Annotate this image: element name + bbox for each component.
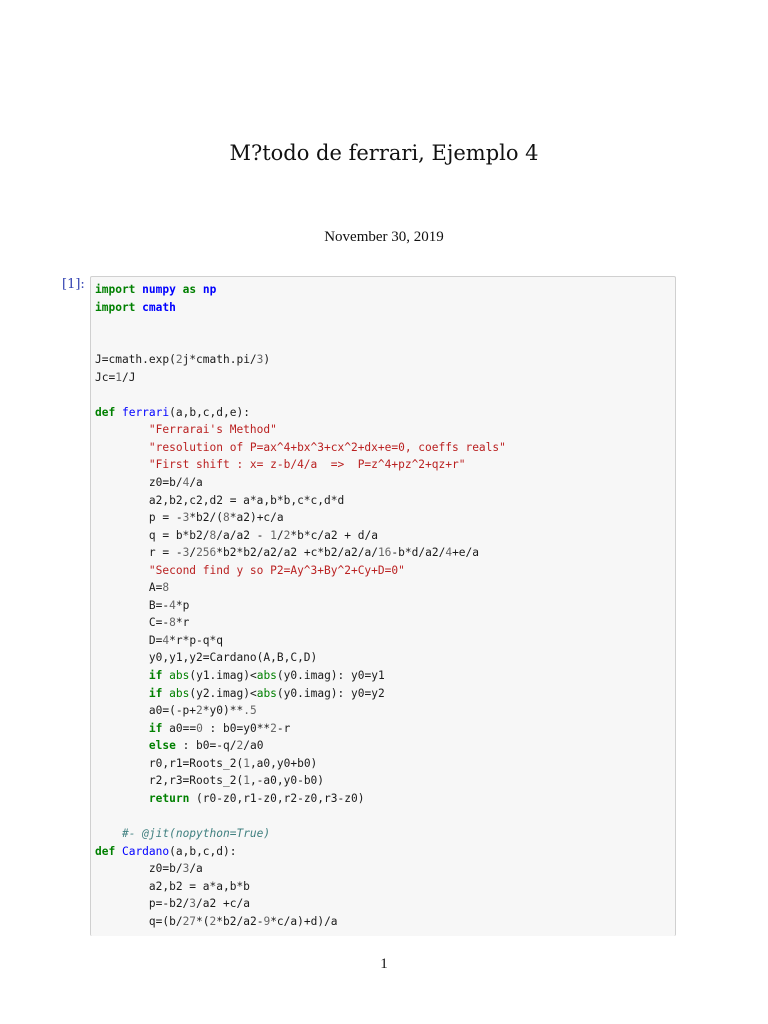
code-text: y0,y1,y2=Cardano(A,B,C,D) bbox=[95, 651, 318, 665]
code-line bbox=[95, 632, 506, 650]
code-module-name: np bbox=[202, 283, 217, 296]
document-title: M?todo de ferrari, Ejemplo 4 bbox=[229, 141, 539, 165]
code-text: (r0-z0,r1-z0,r2-z0,r3-z0) bbox=[189, 791, 365, 805]
code-text: (y1.imag)< bbox=[189, 669, 257, 683]
code-text: *y0)** bbox=[202, 704, 244, 718]
code-line bbox=[95, 720, 506, 738]
code-function-name: Cardano bbox=[121, 844, 170, 858]
code-text bbox=[95, 423, 149, 436]
code-text: z0=b/ bbox=[95, 476, 183, 490]
code-string: "resolution of P=ax^4+bx^3+cx^2+dx+e=0, coeffs reals" bbox=[148, 440, 506, 454]
code-function-name: ferrari bbox=[121, 405, 170, 419]
code-number: 3 bbox=[189, 897, 197, 911]
code-text: -b*d/a2/ bbox=[391, 546, 446, 560]
code-number: 8 bbox=[162, 581, 170, 595]
code-line bbox=[95, 772, 506, 790]
code-text: r2,r3=Roots_2( bbox=[95, 774, 244, 788]
code-text: a0== bbox=[162, 721, 197, 735]
code-keyword: return bbox=[148, 791, 190, 805]
code-line bbox=[95, 334, 506, 352]
code-number: 1 bbox=[115, 370, 122, 384]
code-text: r = - bbox=[95, 546, 183, 560]
code-number: 3 bbox=[182, 546, 190, 560]
code-text: *r bbox=[175, 616, 190, 630]
code-text bbox=[95, 564, 149, 577]
code-number: 2 bbox=[270, 721, 277, 735]
code-text: a0=(-p+ bbox=[95, 704, 197, 718]
code-text: (a,b,c,d): bbox=[169, 844, 237, 858]
code-text: q = b*b2/ bbox=[95, 528, 210, 542]
code-line bbox=[95, 316, 506, 334]
code-line bbox=[95, 562, 506, 580]
code-text: *r*p-q*q bbox=[169, 633, 223, 647]
code-block bbox=[95, 281, 506, 930]
code-text: (y0.imag): y0=y1 bbox=[276, 669, 385, 683]
code-keyword: as bbox=[182, 283, 197, 296]
code-number: 8 bbox=[209, 528, 217, 542]
code-keyword: import bbox=[95, 283, 136, 296]
code-line bbox=[95, 544, 506, 562]
code-line bbox=[95, 281, 506, 299]
code-text: : b0=y0** bbox=[202, 721, 271, 735]
code-number: 2 bbox=[209, 914, 217, 928]
code-text: (a,b,c,d,e): bbox=[169, 405, 250, 419]
code-number: 4 bbox=[445, 546, 453, 560]
cell-prompt: [1]: bbox=[62, 277, 85, 292]
code-number: 3 bbox=[182, 511, 190, 525]
code-line bbox=[95, 860, 506, 878]
code-text: j*cmath.pi/ bbox=[182, 353, 257, 367]
code-keyword: else bbox=[148, 739, 176, 753]
code-builtin: abs bbox=[169, 686, 190, 700]
code-text: -r bbox=[276, 721, 291, 735]
code-line bbox=[95, 351, 506, 369]
code-text: r0,r1=Roots_2( bbox=[95, 756, 244, 770]
code-text bbox=[95, 458, 149, 471]
code-number: 256 bbox=[196, 546, 217, 560]
code-cell bbox=[90, 276, 676, 936]
code-number: 2 bbox=[283, 528, 291, 542]
code-line bbox=[95, 474, 506, 492]
code-builtin: abs bbox=[169, 669, 190, 683]
code-number: 2 bbox=[175, 353, 183, 367]
code-text: +e/a bbox=[452, 546, 480, 560]
code-number: .5 bbox=[243, 704, 257, 718]
code-text bbox=[95, 687, 149, 700]
code-line bbox=[95, 404, 506, 422]
code-text: *b2*b2/a2/a2 +c*b2/a2/a/ bbox=[216, 546, 378, 560]
code-line bbox=[95, 369, 506, 387]
code-text: J=cmath.exp( bbox=[95, 353, 176, 367]
code-keyword: def bbox=[95, 844, 116, 858]
code-line bbox=[95, 843, 506, 861]
code-text: /a bbox=[189, 862, 203, 876]
code-line bbox=[95, 790, 506, 808]
code-text: (y0.imag): y0=y2 bbox=[276, 686, 385, 700]
code-text bbox=[115, 845, 122, 858]
code-number: 4 bbox=[182, 476, 190, 490]
code-text bbox=[95, 739, 149, 752]
code-text: *b2/( bbox=[189, 511, 223, 525]
code-number: 9 bbox=[263, 914, 271, 928]
code-line bbox=[95, 299, 506, 317]
code-line bbox=[95, 456, 506, 474]
code-text: / bbox=[189, 546, 197, 560]
code-text: *c/a)+d)/a bbox=[270, 914, 338, 928]
code-line bbox=[95, 527, 506, 545]
code-text: /a2 +c/a bbox=[196, 897, 250, 911]
code-text: C=- bbox=[95, 616, 170, 630]
code-line bbox=[95, 492, 506, 510]
code-number: 27 bbox=[182, 914, 197, 928]
code-number: 1 bbox=[243, 756, 250, 770]
code-number: 1 bbox=[270, 528, 277, 542]
code-keyword: if bbox=[148, 669, 163, 683]
code-text: a2,b2 = a*a,b*b bbox=[95, 879, 250, 893]
code-text: p = - bbox=[95, 511, 183, 525]
code-comment: #- @jit(nopython=True) bbox=[121, 826, 271, 840]
code-number: 4 bbox=[169, 598, 176, 612]
code-text: /J bbox=[121, 370, 136, 384]
code-builtin: abs bbox=[256, 686, 277, 700]
code-text: ,-a0,y0-b0) bbox=[249, 774, 325, 788]
code-line bbox=[95, 685, 506, 703]
code-number: 8 bbox=[169, 616, 176, 630]
code-text: ) bbox=[263, 353, 271, 367]
code-text: z0=b/ bbox=[95, 862, 183, 876]
code-text: /a/a2 - bbox=[216, 528, 271, 542]
document-date: November 30, 2019 bbox=[324, 229, 444, 245]
code-line bbox=[95, 421, 506, 439]
code-text bbox=[95, 722, 149, 735]
code-line bbox=[95, 702, 506, 720]
code-text: /a bbox=[189, 476, 203, 490]
code-line bbox=[95, 755, 506, 773]
code-text: *b*c/a2 + d/a bbox=[290, 528, 378, 542]
code-text: (y2.imag)< bbox=[189, 686, 257, 700]
code-line bbox=[95, 895, 506, 913]
code-text: *a2)+c/a bbox=[229, 511, 284, 525]
code-line bbox=[95, 878, 506, 896]
code-text: Jc= bbox=[95, 370, 116, 384]
code-text: A= bbox=[95, 581, 163, 595]
code-number: 1 bbox=[243, 774, 250, 788]
code-text: q=(b/ bbox=[95, 914, 183, 928]
code-number: 4 bbox=[162, 633, 170, 647]
code-text: *p bbox=[175, 598, 190, 612]
code-text: *b2/a2- bbox=[216, 914, 264, 928]
code-text: *( bbox=[196, 914, 210, 928]
code-number: 8 bbox=[223, 511, 230, 525]
code-line bbox=[95, 825, 506, 843]
code-number: 2 bbox=[236, 739, 244, 753]
code-text: : b0=-q/ bbox=[175, 739, 237, 753]
code-text: a2,b2,c2,d2 = a*a,b*b,c*c,d*d bbox=[95, 493, 345, 507]
code-line bbox=[95, 597, 506, 615]
code-text: /a0 bbox=[243, 739, 264, 753]
code-string: "Second find y so P2=Ay^3+By^2+Cy+D=0" bbox=[148, 563, 405, 577]
code-text bbox=[196, 283, 203, 296]
code-line bbox=[95, 649, 506, 667]
code-line bbox=[95, 439, 506, 457]
code-number: 3 bbox=[182, 862, 190, 876]
code-text bbox=[95, 827, 122, 840]
code-keyword: def bbox=[95, 405, 116, 419]
code-text bbox=[176, 283, 183, 296]
code-number: 3 bbox=[256, 353, 264, 367]
code-builtin: abs bbox=[256, 669, 277, 683]
code-number: 16 bbox=[377, 546, 392, 560]
code-line bbox=[95, 807, 506, 825]
code-line bbox=[95, 614, 506, 632]
code-text bbox=[95, 792, 149, 805]
code-string: "Ferrarai's Method" bbox=[148, 423, 277, 437]
code-keyword: if bbox=[148, 686, 163, 700]
code-line bbox=[95, 509, 506, 527]
code-line bbox=[95, 737, 506, 755]
code-text bbox=[95, 669, 149, 682]
code-text: p=-b2/ bbox=[95, 897, 190, 911]
code-line bbox=[95, 667, 506, 685]
code-keyword: import bbox=[95, 300, 136, 314]
code-string: "First shift : x= z-b/4/a => P=z^4+pz^2+qz+r" bbox=[148, 458, 466, 472]
code-line bbox=[95, 386, 506, 404]
code-keyword: if bbox=[148, 721, 163, 735]
code-number: 0 bbox=[196, 721, 203, 735]
code-text: D= bbox=[95, 633, 163, 647]
code-text: / bbox=[276, 528, 284, 542]
code-text: B=- bbox=[95, 598, 170, 612]
code-module-name: numpy bbox=[142, 283, 176, 296]
code-line bbox=[95, 913, 506, 931]
page-number: 1 bbox=[380, 956, 388, 972]
code-text bbox=[95, 441, 149, 454]
code-line bbox=[95, 579, 506, 597]
code-text bbox=[115, 406, 122, 419]
code-module-name: cmath bbox=[142, 300, 176, 314]
code-text: ,a0,y0+b0) bbox=[249, 756, 318, 770]
code-number: 2 bbox=[196, 704, 203, 718]
